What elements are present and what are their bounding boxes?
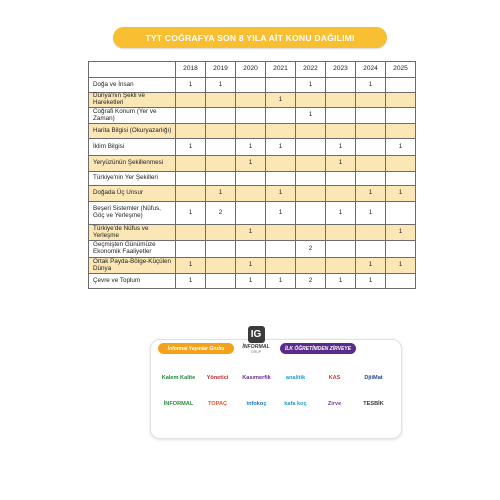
topic-cell: İklim Bilgisi [89,139,176,156]
count-cell [326,78,356,93]
count-cell [326,225,356,241]
topic-cell: Beşeri Sistemler (Nüfus, Göç ve Yerleşme) [89,202,176,225]
count-cell [206,241,236,258]
table-row [89,93,416,108]
count-cell: 1 [236,156,266,172]
topic-distribution-table [88,61,416,289]
count-cell: 1 [266,139,296,156]
publisher-brand-logo: TESBİK [363,401,384,407]
count-cell [326,186,356,202]
count-cell [266,108,296,124]
topic-cell: Türkiye'nin Yer Şekilleri [89,172,176,186]
table-row [89,139,416,156]
header-year-2023: 2023 [326,62,356,78]
count-cell [296,93,326,108]
count-cell [266,225,296,241]
count-cell: 1 [266,93,296,108]
count-cell: 1 [266,186,296,202]
publisher-footer-panel [150,339,402,439]
count-cell: 1 [236,225,266,241]
topic-cell: Çevre ve Toplum [89,274,176,289]
table-row [89,241,416,258]
count-cell: 1 [176,78,206,93]
count-cell [386,124,416,139]
count-cell [206,124,236,139]
count-cell: 1 [386,258,416,274]
count-cell [326,93,356,108]
count-cell [356,93,386,108]
count-cell: 1 [296,108,326,124]
count-cell [296,172,326,186]
count-cell [296,225,326,241]
topic-cell: Harita Bilgisi (Okuryazarlığı) [89,124,176,139]
table-row [89,172,416,186]
count-cell: 1 [176,202,206,225]
table-header-row [89,62,416,78]
count-cell [206,108,236,124]
count-cell [266,78,296,93]
count-cell: 1 [176,139,206,156]
count-cell: 1 [176,274,206,289]
count-cell [356,241,386,258]
table-row [89,78,416,93]
informal-logo-wordmark: İNFORMAL [242,344,270,350]
count-cell [176,108,206,124]
table-row [89,108,416,124]
count-cell [236,202,266,225]
count-cell [236,108,266,124]
count-cell: 1 [356,186,386,202]
count-cell [326,258,356,274]
count-cell [266,258,296,274]
count-cell: 1 [386,186,416,202]
count-cell [236,241,266,258]
publisher-brand-logo: İNFORMAL [163,401,194,407]
topic-cell: Geçmişten Günümüze Ekonomik Faaliyetler [89,241,176,258]
topic-cell: Doğada Üç Unsur [89,186,176,202]
count-cell [266,156,296,172]
count-cell [176,124,206,139]
count-cell [296,124,326,139]
count-cell: 1 [326,274,356,289]
count-cell: 1 [356,274,386,289]
count-cell [386,274,416,289]
count-cell: 1 [326,202,356,225]
publisher-brand-logo: analitik [285,375,306,381]
group-label: İnformal Yayınlar Grubu [167,345,225,352]
page-title-banner [113,27,387,48]
informal-logo-mark: IG [248,326,265,343]
count-cell [176,225,206,241]
table-row [89,274,416,289]
count-cell: 1 [356,202,386,225]
publisher-brand-logo: infokoç [246,401,267,407]
header-topic-cell [89,62,176,78]
table-row [89,186,416,202]
slogan-badge [280,343,356,354]
header-year-2018: 2018 [176,62,206,78]
count-cell [206,274,236,289]
count-cell [386,241,416,258]
publisher-brand-logo: Kalem Kalite [161,375,196,381]
count-cell [206,172,236,186]
count-cell [206,156,236,172]
count-cell: 1 [206,186,236,202]
count-cell: 1 [326,139,356,156]
header-year-2019: 2019 [206,62,236,78]
header-year-2021: 2021 [266,62,296,78]
publisher-brand-logo: Zirve [327,401,342,407]
table-row [89,202,416,225]
count-cell [356,124,386,139]
header-year-2025: 2025 [386,62,416,78]
slogan-text: İLK ÖĞRETİMDEN ZİRVEYE [284,345,352,352]
count-cell [266,241,296,258]
count-cell [236,186,266,202]
header-year-2024: 2024 [356,62,386,78]
count-cell [356,139,386,156]
count-cell: 1 [386,139,416,156]
publisher-brand-logo: DjiiMat [364,375,383,381]
count-cell: 1 [236,258,266,274]
count-cell [206,225,236,241]
table-row [89,124,416,139]
count-cell: 1 [236,139,266,156]
table-row [89,225,416,241]
count-cell [266,124,296,139]
count-cell [176,186,206,202]
count-cell: 1 [236,274,266,289]
count-cell: 1 [356,78,386,93]
count-cell: 2 [296,241,326,258]
count-cell [266,172,296,186]
count-cell [296,258,326,274]
count-cell [296,202,326,225]
group-label-badge [158,343,234,354]
count-cell [206,93,236,108]
count-cell: 1 [326,156,356,172]
publisher-brand-logo: Kasımerfik [242,375,271,381]
topic-cell: Türkiye'de Nüfus ve Yerleşme [89,225,176,241]
count-cell [206,258,236,274]
topic-cell: Doğa ve İnsan [89,78,176,93]
count-cell [326,172,356,186]
count-cell [326,108,356,124]
topic-cell: Dünya'nın Şekli ve Hareketleri [89,93,176,108]
count-cell [296,186,326,202]
count-cell [176,172,206,186]
count-cell [386,108,416,124]
topic-cell: Coğrafi Konum (Yer ve Zaman) [89,108,176,124]
count-cell [296,139,326,156]
count-cell [236,78,266,93]
count-cell [176,241,206,258]
count-cell: 1 [266,202,296,225]
header-year-2022: 2022 [296,62,326,78]
count-cell [176,93,206,108]
count-cell [356,108,386,124]
count-cell: 1 [356,258,386,274]
count-cell [386,156,416,172]
count-cell: 2 [296,274,326,289]
count-cell [206,139,236,156]
count-cell [356,172,386,186]
page-title: TYT COĞRAFYA SON 8 YILA AİT KONU DAĞILIMI [145,32,355,43]
count-cell [386,93,416,108]
topic-cell: Ortak Payda-Bölge-Küçülen Dünya [89,258,176,274]
count-cell: 1 [266,274,296,289]
count-cell [326,241,356,258]
publisher-brand-logo: KAS [328,375,341,381]
count-cell [176,156,206,172]
count-cell [296,156,326,172]
count-cell: 1 [176,258,206,274]
topic-cell: Yeryüzünün Şekillenmesi [89,156,176,172]
count-cell: 1 [206,78,236,93]
count-cell [386,78,416,93]
count-cell [356,225,386,241]
count-cell: 1 [386,225,416,241]
table-row [89,156,416,172]
count-cell [356,156,386,172]
count-cell: 2 [206,202,236,225]
table-row [89,258,416,274]
informal-grup-logo [236,326,276,358]
count-cell [236,93,266,108]
publisher-brand-logo: Yönetici [206,375,229,381]
publisher-brand-logo: TOPAÇ [207,401,228,407]
count-cell [386,202,416,225]
informal-logo-sub: GRUP [250,350,262,354]
count-cell [236,124,266,139]
header-year-2020: 2020 [236,62,266,78]
count-cell [386,172,416,186]
count-cell [236,172,266,186]
count-cell [326,124,356,139]
count-cell: 1 [296,78,326,93]
publisher-brand-logo: kafa koç [284,401,307,407]
